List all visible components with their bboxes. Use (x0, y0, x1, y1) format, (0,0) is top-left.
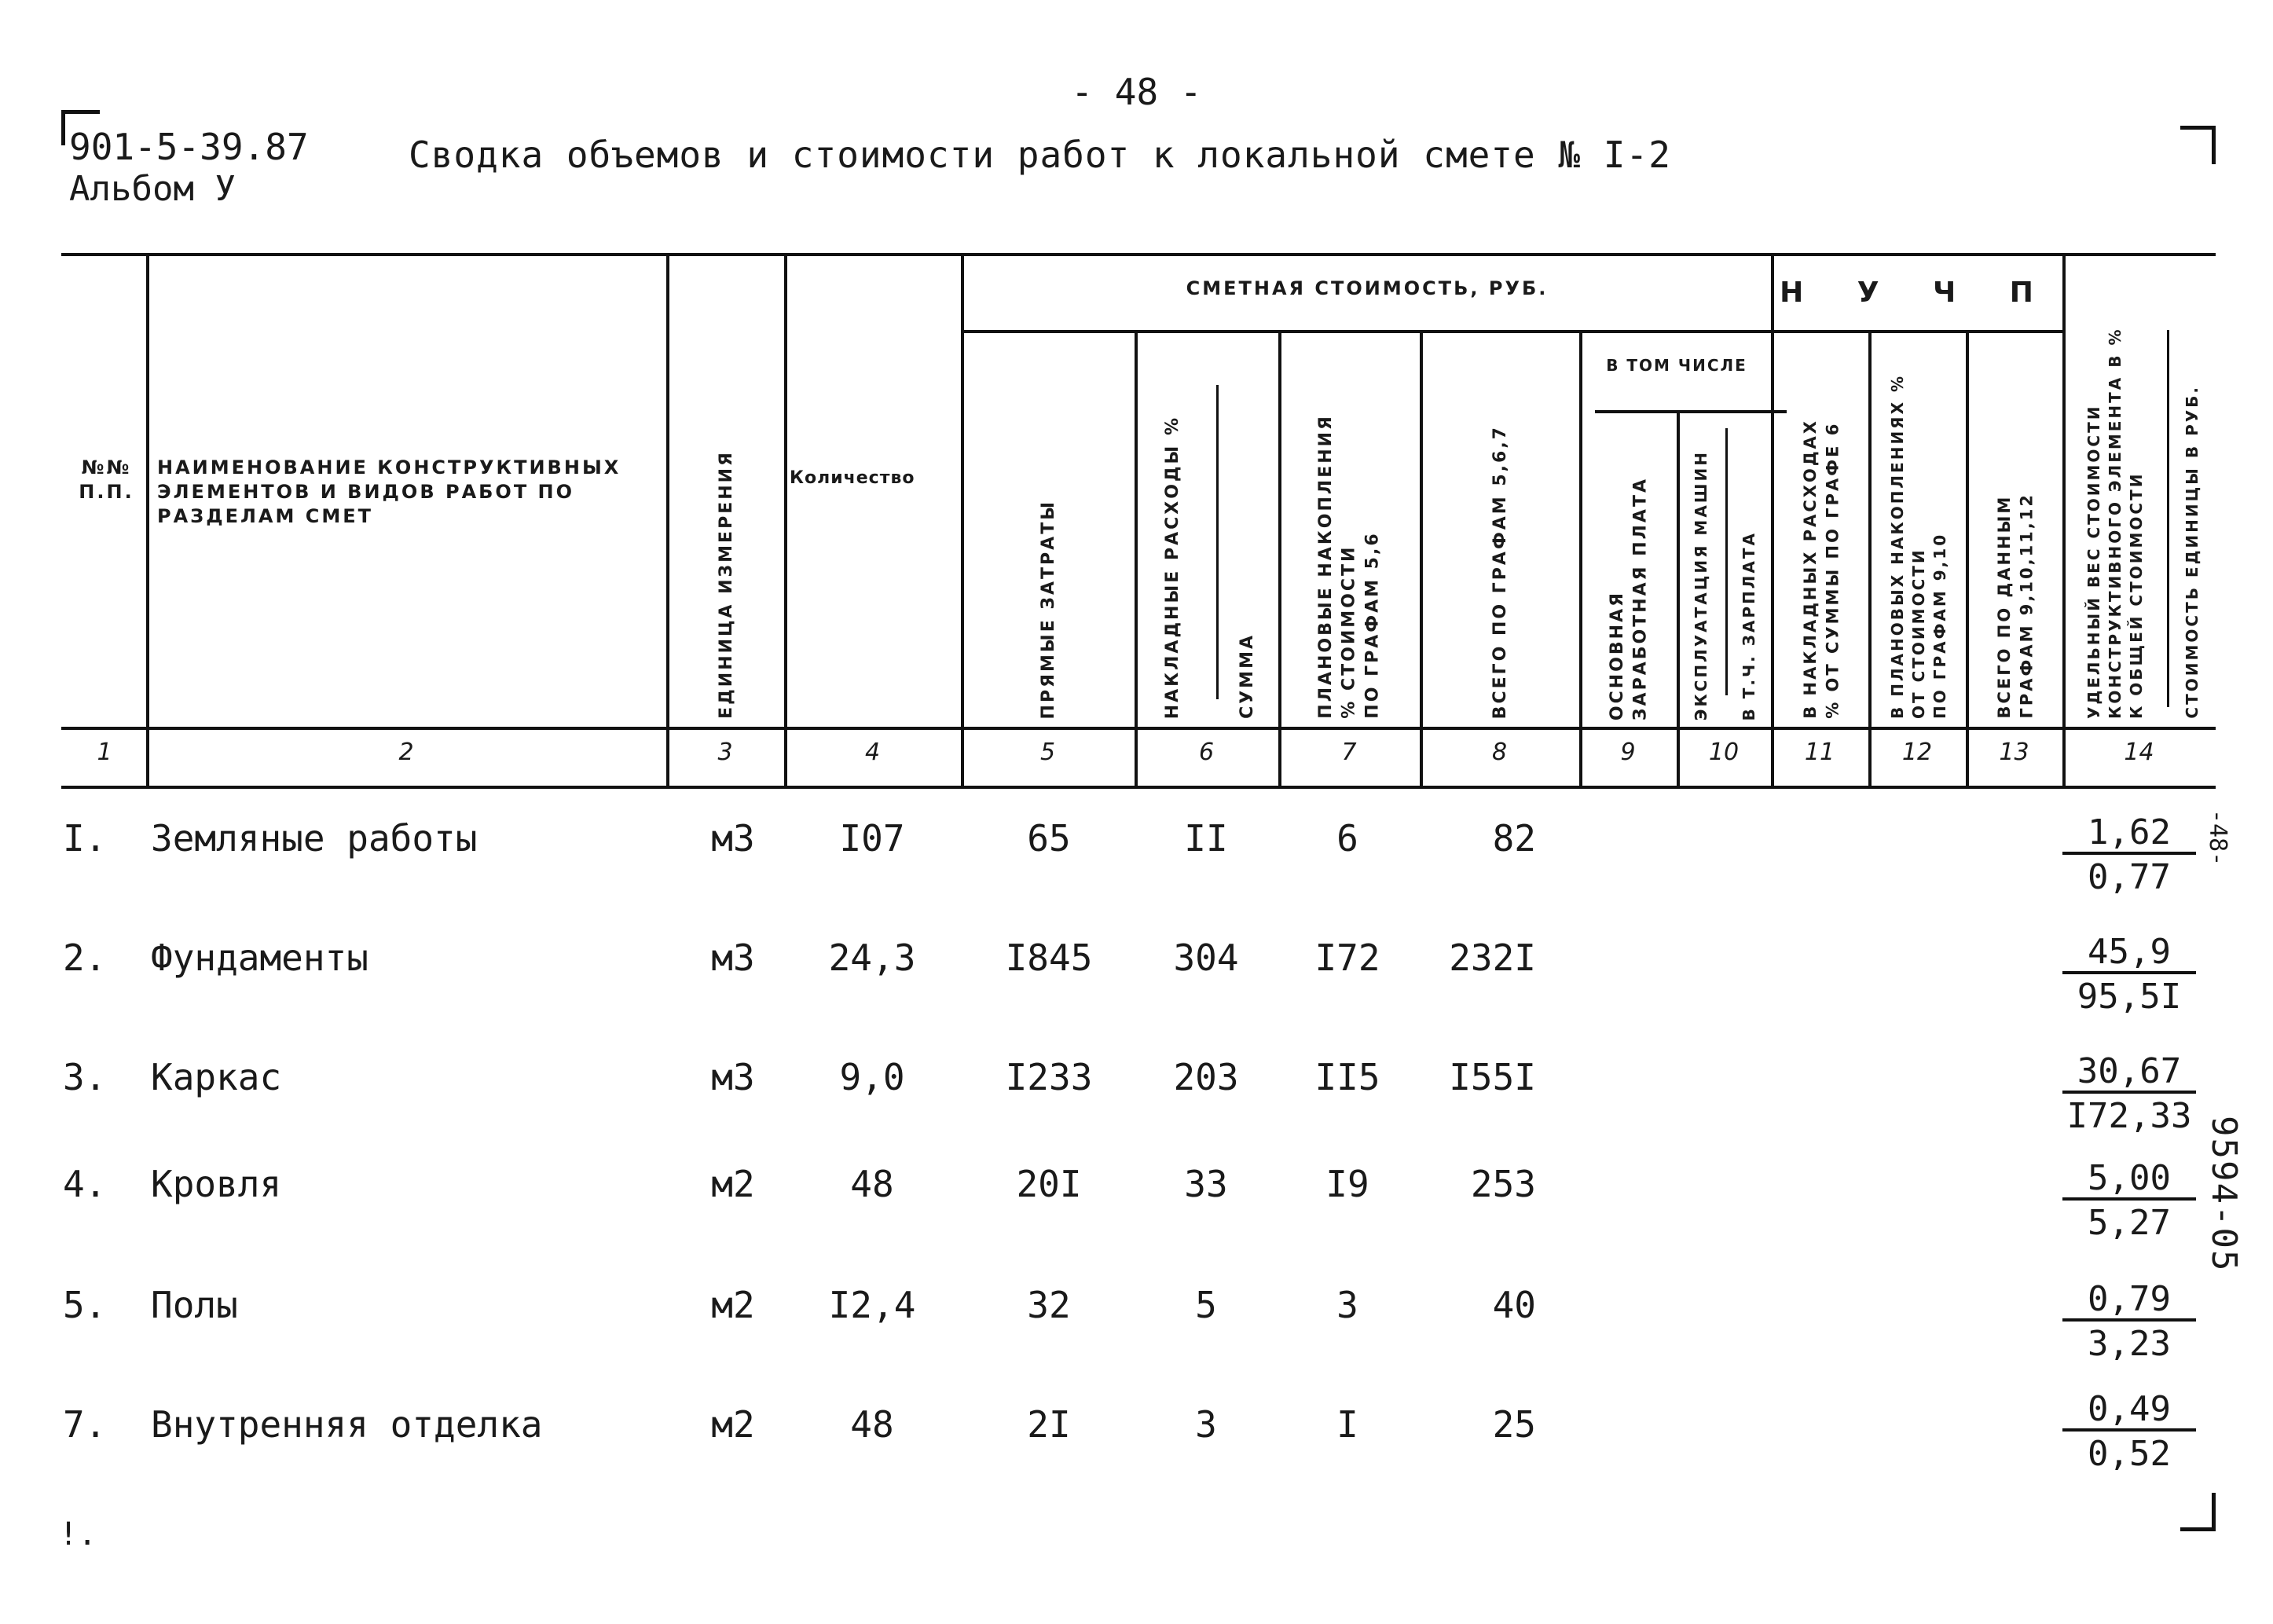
row-name: Земляные работы (151, 817, 478, 860)
header-n11-cell (1774, 338, 1868, 719)
row-total: 25 (1492, 1403, 1536, 1446)
row-name: Полы (151, 1284, 238, 1326)
col-divider (146, 253, 149, 786)
row-number: 5. (63, 1284, 107, 1326)
row-overhead: 203 (1173, 1056, 1239, 1098)
column-number: 12 (1901, 739, 1933, 766)
header-unit-cell (669, 259, 784, 719)
row-share: 1,62 (2062, 814, 2196, 855)
row-unit-cost: 5,27 (2088, 1203, 2171, 1244)
document-code: 901-5-39.87 (69, 126, 309, 168)
album-label: Альбом У (69, 169, 236, 209)
row-direct: 2I (1027, 1403, 1071, 1446)
row-unit: м2 (711, 1284, 755, 1326)
row-direct: I845 (1005, 937, 1093, 979)
header-unit-cost: СТОИМОСТЬ ЕДИНИЦЫ В РУБ. (2182, 385, 2202, 719)
row-overhead: 5 (1195, 1284, 1217, 1326)
row-planned: I9 (1325, 1163, 1369, 1205)
column-number: 1 (97, 739, 112, 766)
header-n13: ВСЕГО ПО ДАННЫМ ГРАФАМ 9,10,11,12 (1994, 493, 2036, 719)
document-title: Сводка объемов и стоимости работ к локальной смете № I-2 (409, 134, 1671, 176)
row-number: 4. (63, 1163, 107, 1205)
column-number: 6 (1198, 739, 1215, 766)
header-unit: ЕДИНИЦА ИЗМЕРЕНИЯ (717, 450, 737, 719)
row-share: 0,79 (2062, 1281, 2196, 1322)
header-unit-cost-cell (2170, 259, 2214, 719)
row-total: 232I (1449, 937, 1536, 979)
column-number: 10 (1708, 739, 1740, 766)
column-number: 7 (1341, 739, 1357, 766)
row-planned: 3 (1336, 1284, 1358, 1326)
header-total: ВСЕГО ПО ГРАФАМ 5,6,7 (1490, 424, 1511, 719)
header-wage-cell (1582, 418, 1677, 720)
header-machine: ЭКСПЛУАТАЦИЯ МАШИН (1692, 449, 1710, 720)
row-qty: 24,3 (828, 937, 916, 979)
corner-mark-top-right (2180, 126, 2216, 164)
row-overhead: 304 (1173, 937, 1239, 979)
header-n12: В ПЛАНОВЫХ НАКОПЛЕНИЯХ % ОТ СТОИМОСТИ ПО ГРАФАМ 9,10 (1887, 373, 1949, 719)
column-number: 14 (2124, 739, 2154, 766)
side-page-mark: -48- (2204, 809, 2231, 867)
header-cost-group: СМЕТНАЯ СТОИМОСТЬ, РУБ. (1186, 277, 1549, 299)
row-total: 82 (1492, 817, 1536, 860)
header-n13-cell (1969, 338, 2062, 719)
side-archive-stamp: 9594-05 (2204, 1116, 2244, 1273)
column-number: 9 (1620, 739, 1636, 766)
header-machine-wage: В Т.Ч. ЗАРПЛАТА (1739, 530, 1758, 720)
header-n11: В НАКЛАДНЫХ РАСХОДАХ % ОТ СУММЫ ПО ГРАФЕ 6 (1800, 419, 1842, 719)
header-machine-wage-cell (1729, 418, 1769, 720)
header-share: УДЕЛЬНЫЙ ВЕС СТОИМОСТИ КОНСТРУКТИВНОГО ЭЛЕМЕНТА В % К ОБЩЕЙ СТОИМОСТИ (2084, 327, 2146, 719)
row-share: 45,9 (2062, 933, 2196, 974)
row-overhead: II (1184, 817, 1228, 860)
row-share-fraction (2062, 1281, 2196, 1367)
row-number: 2. (63, 937, 107, 979)
header-name: НАИМЕНОВАНИЕ КОНСТРУКТИВНЫХ ЭЛЕМЕНТОВ И ВИДОВ РАБОТ ПО РАЗДЕЛАМ СМЕТ (157, 456, 621, 528)
row-planned: 6 (1336, 817, 1358, 860)
header-qty: Количество (790, 468, 915, 488)
header-nuchp: Н У Ч П (1780, 277, 2055, 309)
header-bottom-rule (61, 727, 2216, 730)
row-qty: I07 (839, 817, 905, 860)
table-top-rule (61, 253, 2216, 256)
header-n12-cell (1872, 338, 1966, 719)
header-planned-cell (1281, 338, 1419, 719)
row-unit: м3 (711, 1056, 755, 1098)
row-overhead: 33 (1184, 1163, 1228, 1205)
column-number: 13 (1999, 739, 2029, 766)
row-unit: м3 (711, 817, 755, 860)
fraction-divider (2167, 330, 2169, 707)
row-total: 40 (1492, 1284, 1536, 1326)
row-share: 30,67 (2062, 1053, 2196, 1094)
row-unit: м2 (711, 1163, 755, 1205)
row-total: I55I (1449, 1056, 1536, 1098)
row-planned: I72 (1314, 937, 1380, 979)
row-direct: 20I (1016, 1163, 1082, 1205)
header-share-cell (2066, 259, 2165, 719)
row-name: Кровля (151, 1163, 282, 1205)
row-unit: м3 (711, 937, 755, 979)
header-wage: ОСНОВНАЯ ЗАРАБОТНАЯ ПЛАТА (1608, 476, 1651, 720)
fraction-divider (1725, 428, 1728, 695)
row-unit-cost: I72,33 (2066, 1096, 2192, 1137)
column-number: 2 (398, 739, 414, 766)
header-overhead-pct: НАКЛАДНЫЕ РАСХОДЫ % (1163, 415, 1183, 719)
row-share-fraction (2062, 933, 2196, 1020)
row-unit: м2 (711, 1403, 755, 1446)
header-no: №№ П.П. (79, 456, 134, 504)
column-number: 11 (1804, 739, 1835, 766)
row-share-fraction (2062, 814, 2196, 900)
row-number: 3. (63, 1056, 107, 1098)
column-number: 4 (864, 739, 881, 766)
corner-mark-bottom-right (2180, 1493, 2216, 1531)
row-direct: I233 (1005, 1056, 1093, 1098)
col-divider (2062, 253, 2066, 786)
row-direct: 32 (1027, 1284, 1071, 1326)
header-total-cell (1422, 338, 1579, 719)
row-unit-cost: 3,23 (2088, 1324, 2171, 1365)
row-unit-cost: 0,52 (2088, 1434, 2171, 1475)
row-number: I. (63, 817, 107, 860)
row-share-fraction (2062, 1053, 2196, 1139)
header-subrule-incl (1595, 410, 1787, 413)
column-number: 3 (717, 739, 733, 766)
column-number: 8 (1491, 739, 1508, 766)
header-overhead-sum-cell (1219, 338, 1276, 719)
header-subrule (962, 330, 2064, 333)
row-share: 0,49 (2062, 1391, 2196, 1432)
header-planned: ПЛАНОВЫЕ НАКОПЛЕНИЯ % СТОИМОСТИ ПО ГРАФАМ 5,6 (1316, 414, 1383, 719)
row-qty: 9,0 (839, 1056, 905, 1098)
row-qty: 48 (850, 1403, 894, 1446)
row-planned: II5 (1314, 1056, 1380, 1098)
header-direct: ПРЯМЫЕ ЗАТРАТЫ (1039, 499, 1059, 719)
row-unit-cost: 0,77 (2088, 857, 2171, 898)
page-number: - 48 - (1071, 71, 1202, 113)
row-direct: 65 (1027, 817, 1071, 860)
row-name: Внутренняя отделка (151, 1403, 543, 1446)
row-qty: 48 (850, 1163, 894, 1205)
header-overhead-pct-cell (1138, 338, 1208, 719)
row-overhead: 3 (1195, 1403, 1217, 1446)
col-divider (784, 253, 787, 786)
row-name: Каркас (151, 1056, 282, 1098)
row-number: 7. (63, 1403, 107, 1446)
row-share: 5,00 (2062, 1160, 2196, 1201)
header-overhead-sum: СУММА (1237, 633, 1258, 719)
header-machine-cell (1680, 418, 1723, 720)
row-qty: I2,4 (828, 1284, 916, 1326)
fraction-divider (1216, 385, 1219, 699)
numbers-bottom-rule (61, 786, 2216, 789)
row-name: Фундаменты (151, 937, 368, 979)
stray-mark: !. (59, 1516, 97, 1553)
header-direct-cell (963, 338, 1135, 719)
column-number: 5 (1039, 739, 1056, 766)
row-unit-cost: 95,5I (2077, 977, 2182, 1017)
header-incl: В ТОМ ЧИСЛЕ (1606, 356, 1747, 375)
row-share-fraction (2062, 1391, 2196, 1477)
row-total: 253 (1470, 1163, 1536, 1205)
row-planned: I (1336, 1403, 1358, 1446)
row-share-fraction (2062, 1160, 2196, 1246)
